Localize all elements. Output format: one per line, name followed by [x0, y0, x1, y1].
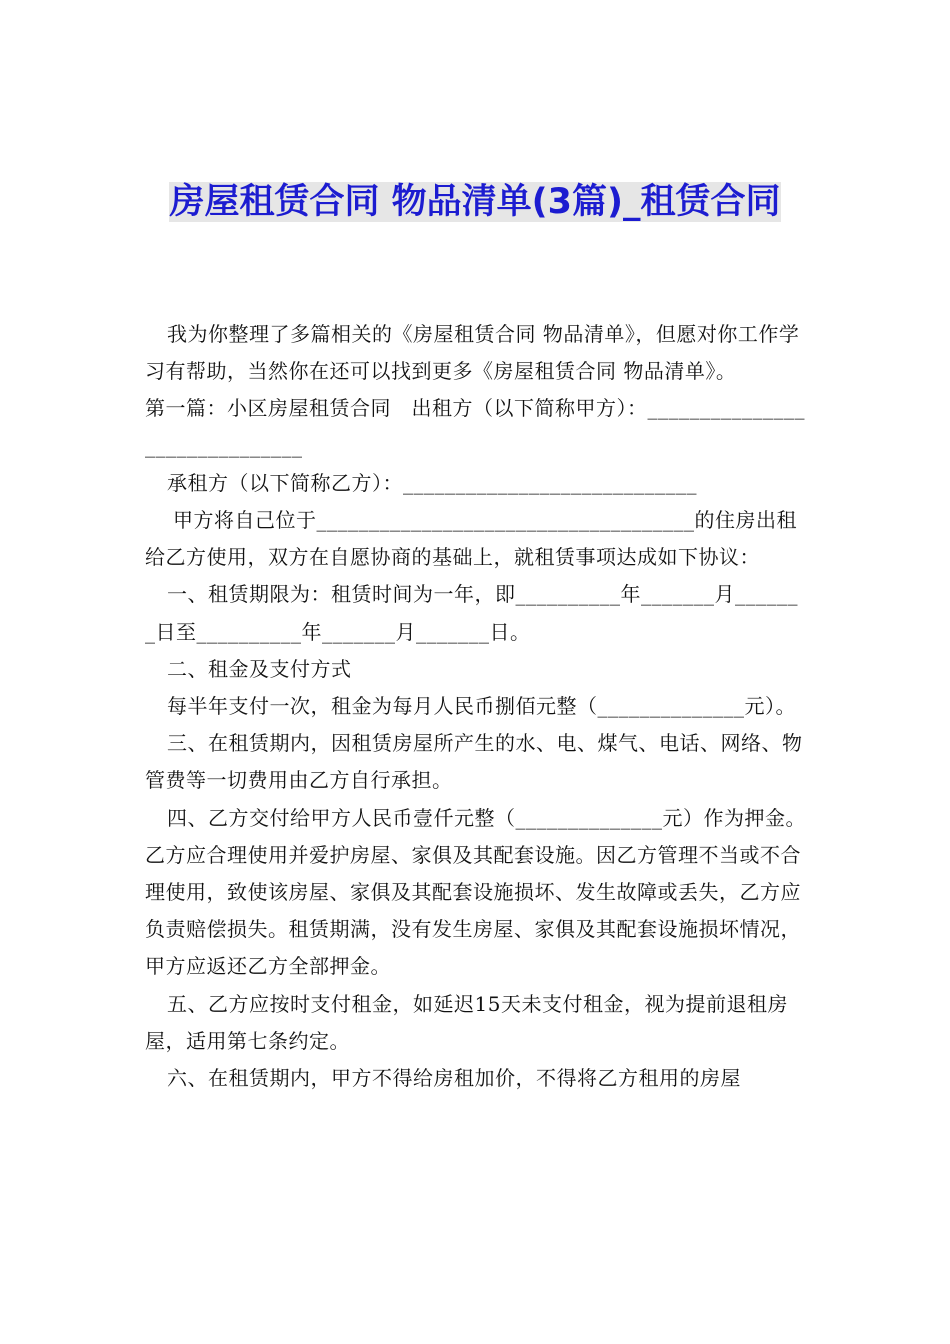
paragraph-clause-5: 五、乙方应按时支付租金，如延迟15天未支付租金，视为提前退租房屋，适用第七条约定。	[145, 991, 788, 1053]
paragraph-clause-1: 一、租赁期限为：租赁时间为一年，即__________年_______月_______日至__________年_______月_______日。	[145, 582, 798, 644]
paragraph-clause-6: 六、在租赁期内，甲方不得给房租加价，不得将乙方租用的房屋	[167, 1066, 741, 1091]
paragraph-premises: 甲方将自己位于____________________________________的住房出租给乙方使用，双方在自愿协商的基础上，就租赁事项达成如下协议：	[145, 508, 797, 570]
paragraph-intro: 我为你整理了多篇相关的《房屋租赁合同 物品清单》，但愿对你工作学习有帮助，当然你在还可以找到更多《房屋租赁合同 物品清单》。	[145, 322, 800, 384]
paragraph-clause-4: 四、乙方交付给甲方人民币壹仟元整（______________元）作为押金。乙方应合理使用并爱护房屋、家俱及其配套设施。因乙方管理不当或不合理使用，致使该房屋、家俱及其配套设施损坏、发生故障或丢失，乙方应负责赔偿损失。租赁期满，没有发生房屋、家俱及其配套设施损坏情况，甲方应返还乙方全部押金。	[145, 805, 806, 979]
paragraph-clause-3: 三、在租赁期内，因租赁房屋所产生的水、电、煤气、电话、网络、物管费等一切费用由乙方自行承担。	[145, 731, 803, 793]
document-title	[145, 176, 805, 228]
document-body	[145, 316, 807, 1097]
paragraph-payment: 每半年支付一次，租金为每月人民币捌佰元整（______________元）。	[167, 694, 796, 719]
paragraph-lessee: 承租方（以下简称乙方）：____________________________	[167, 470, 697, 495]
paragraph-clause-2: 二、租金及支付方式	[167, 656, 352, 681]
document-title-text: 房屋租赁合同 物品清单(3篇)_租赁合同	[169, 182, 781, 222]
paragraph-lessor: 第一篇：小区房屋租赁合同 出租方（以下简称甲方）：______________________________	[145, 396, 805, 458]
